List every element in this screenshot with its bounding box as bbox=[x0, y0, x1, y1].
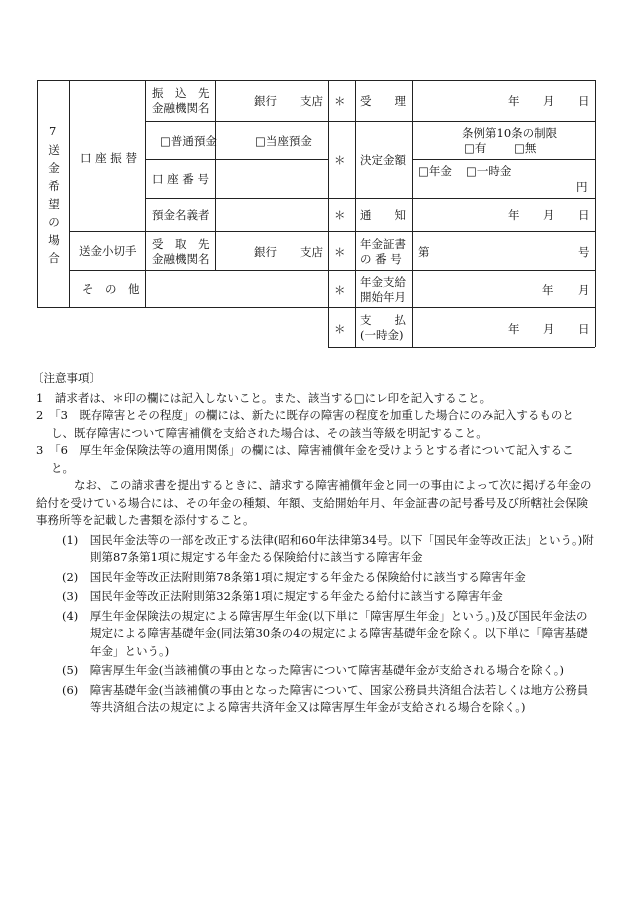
bank-label: 銀行 bbox=[254, 245, 277, 259]
furikomi-label-2: 金融機関名 bbox=[152, 101, 210, 115]
asterisk: ＊ bbox=[334, 283, 346, 297]
note-3-continued: なお、この請求書を提出するときに、請求する障害補償年金と同一の事由によって次に掲げる年金の給付を受けている場合には、その年金の種類、年額、支給開始年月、年金証書の記号番号及び所轄社会保険事務所等を記載した書類を添付すること。 bbox=[36, 478, 592, 527]
shosho-label-2: の 番 号 bbox=[360, 252, 402, 266]
seigen-nashi-checkbox[interactable]: □無 bbox=[514, 141, 537, 155]
section-title-char: の bbox=[48, 215, 60, 229]
nenkin-checkbox[interactable]: □年金 bbox=[418, 164, 452, 178]
section-title-char: 合 bbox=[48, 251, 60, 265]
section-title-char: 金 bbox=[48, 161, 60, 175]
kettei-label: 決定金額 bbox=[360, 153, 406, 167]
branch-label: 支店 bbox=[300, 245, 323, 259]
section-title-char: 望 bbox=[48, 197, 60, 211]
asterisk: ＊ bbox=[334, 322, 346, 336]
uketori-label-1: 受 取 先 bbox=[152, 237, 210, 251]
branch-label: 支店 bbox=[300, 94, 323, 108]
shikyu-label-2: 開始年月 bbox=[360, 290, 406, 304]
notes-heading: 〔注意事項〕 bbox=[32, 371, 101, 385]
juri-day: 日 bbox=[578, 94, 590, 108]
yen-unit: 円 bbox=[576, 180, 588, 194]
note-item-5: (5) 障害厚生年金(当該補償の事由となった障害について障害基礎年金が支給される場合を除く。) bbox=[62, 663, 565, 677]
asterisk: ＊ bbox=[334, 153, 346, 167]
asterisk: ＊ bbox=[334, 245, 346, 259]
tsuchi-day: 日 bbox=[578, 208, 590, 222]
shiharai-day: 日 bbox=[578, 322, 590, 336]
seigen-ari-checkbox[interactable]: □有 bbox=[464, 141, 487, 155]
tsuchi-year: 年 bbox=[508, 208, 520, 222]
furikomi-label-1: 振 込 先 bbox=[152, 86, 210, 100]
notes-section bbox=[32, 370, 596, 717]
bank-label: 銀行 bbox=[254, 94, 277, 108]
shiharai-month: 月 bbox=[543, 322, 555, 336]
futsu-checkbox-label[interactable]: □普通預金 bbox=[160, 134, 217, 148]
note-item-3: (3) 国民年金等改正法附則第32条第1項に規定する年金たる給付に該当する障害年金 bbox=[62, 589, 503, 603]
note-3: 3 「6 厚生年金保険法等の適用関係」の欄には、障害補償年金を受けようとする者について記入すること。 bbox=[36, 443, 574, 475]
juri-label: 受 理 bbox=[360, 94, 406, 108]
koza-bango-label: 口 座 番 号 bbox=[152, 172, 209, 186]
asterisk: ＊ bbox=[334, 208, 346, 222]
asterisk: ＊ bbox=[334, 94, 346, 108]
section-number: 7 bbox=[49, 124, 57, 138]
tsuchi-month: 月 bbox=[543, 208, 555, 222]
seigen-title: 条例第10条の制限 bbox=[462, 126, 558, 140]
shosho-dai: 第 bbox=[418, 245, 430, 259]
shiharai-label-2: (一時金) bbox=[360, 328, 404, 342]
shikyu-label-1: 年金支給 bbox=[360, 275, 406, 289]
sonota-label: そ の 他 bbox=[82, 282, 140, 296]
note-item-2: (2) 国民年金等改正法附則第78条第1項に規定する年金たる保険給付に該当する障害年金 bbox=[62, 569, 526, 584]
note-1: 1 請求者は、＊印の欄には記入しないこと。また、該当する□にレ印を記入すること。 bbox=[36, 390, 492, 405]
ichijikin-checkbox[interactable]: □一時金 bbox=[466, 164, 512, 178]
shiharai-year: 年 bbox=[508, 322, 520, 336]
note-item-6: (6) 障害基礎年金(当該補償の事由となった障害について、国家公務員共済組合法若しくは地方公務員等共済組合法の規定による障害共済年金又は障害厚生年金が支給される場合を除く。) bbox=[62, 682, 589, 714]
koza-furikae-label: 口 座 振 替 bbox=[80, 151, 137, 165]
shiharai-label-1: 支 払 bbox=[360, 313, 406, 327]
shosho-go: 号 bbox=[578, 245, 590, 259]
shikyu-month: 月 bbox=[578, 283, 590, 297]
shikyu-year: 年 bbox=[542, 283, 554, 297]
note-2: 2 「3 既存障害とその程度」の欄には、新たに既存の障害の程度を加重した場合にのみ記入するものとし、既存障害について障害補償を支給された場合は、その該当等級を明記すること。 bbox=[36, 408, 574, 440]
note-item-4: (4) 厚生年金保険法の規定による障害厚生年金(以下単に「障害厚生年金」という。)及び国民年金法の規定による障害基礎年金(同法第30条の4の規定による障害基礎年金を除く。以下単に「障害基礎年金」という。) bbox=[62, 608, 588, 658]
juri-month: 月 bbox=[543, 94, 555, 108]
section-title-char: 送 bbox=[48, 143, 60, 157]
soukin-kogitte-label: 送金小切手 bbox=[79, 244, 137, 258]
section-title-char: 希 bbox=[48, 179, 60, 193]
shosho-label-1: 年金証書 bbox=[360, 237, 406, 251]
uketori-label-2: 金融機関名 bbox=[152, 252, 210, 266]
juri-year: 年 bbox=[508, 94, 520, 108]
toza-checkbox-label[interactable]: □当座預金 bbox=[255, 134, 312, 148]
meigi-label: 預金名義者 bbox=[152, 208, 210, 222]
section-title-char: 場 bbox=[48, 233, 60, 247]
section-title-vertical bbox=[44, 145, 64, 271]
note-item-1: (1) 国民年金法等の一部を改正する法律(昭和60年法律第34号。以下「国民年金等改正法」という。)附則第87条第1項に規定する年金たる保険給付に該当する障害年金 bbox=[62, 532, 594, 564]
tsuchi-label: 通 知 bbox=[360, 208, 406, 222]
